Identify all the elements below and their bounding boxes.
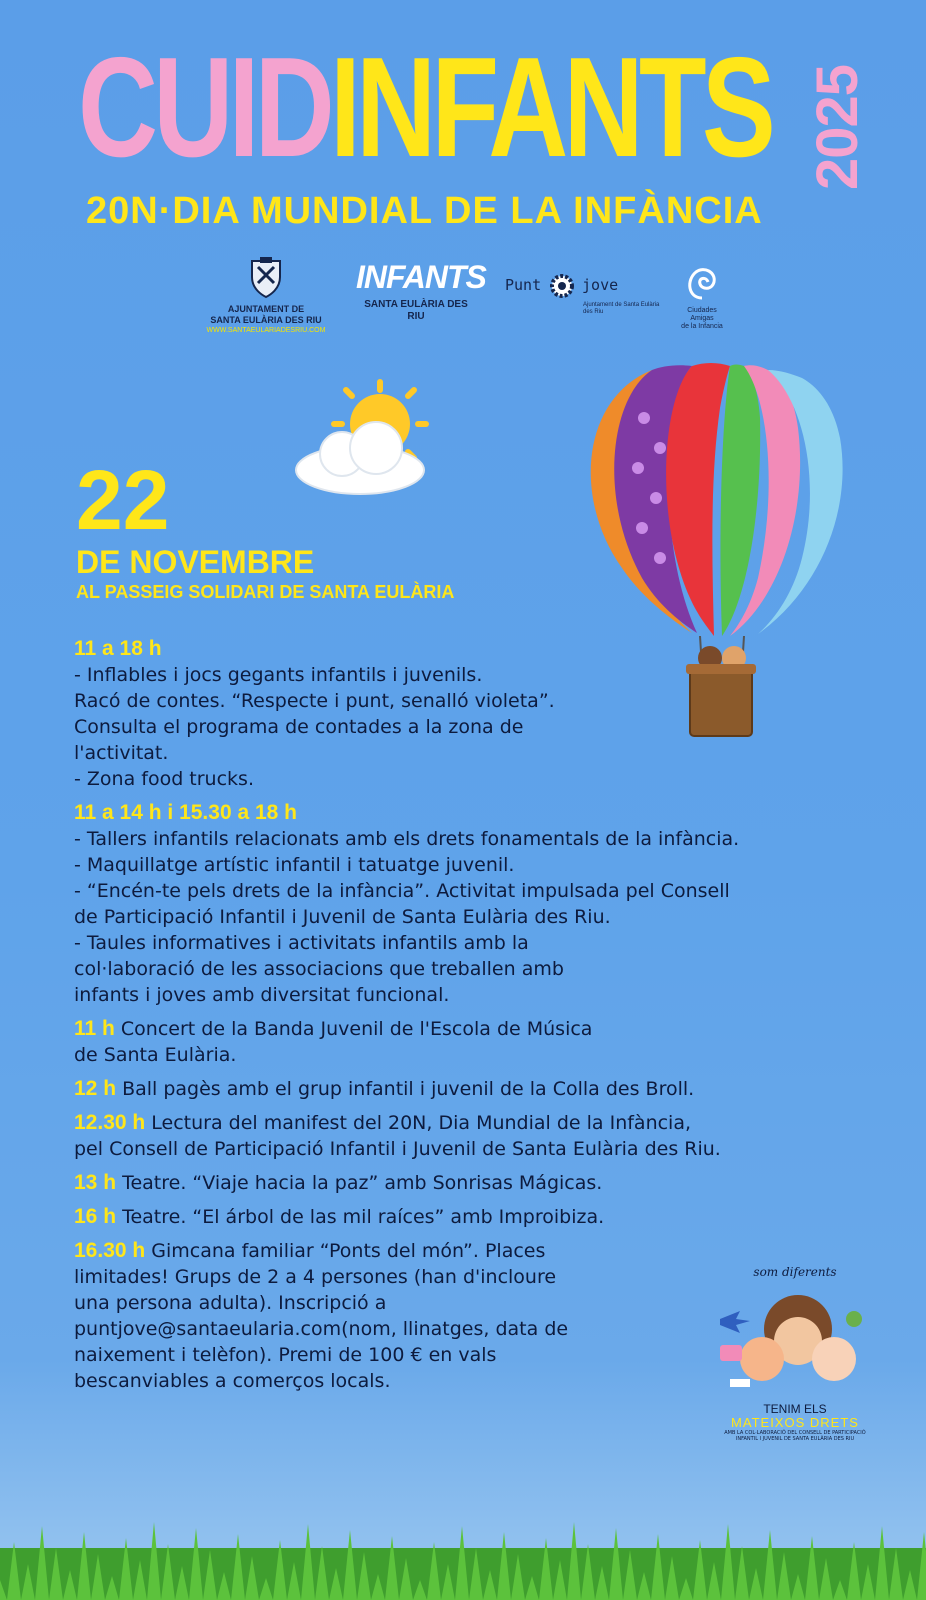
ajuntament-logo: AJUNTAMENT DE SANTA EULÀRIA DES RIU WWW.SANTAEULARIADESRIU.COM bbox=[196, 255, 336, 335]
children-faces-icon bbox=[700, 1279, 890, 1399]
spiral-icon bbox=[682, 260, 722, 302]
subtitle: 20N·DIA MUNDIAL DE LA INFÀNCIA bbox=[86, 190, 763, 232]
title-cuid: CUID bbox=[78, 28, 331, 187]
year-vertical: 2025 bbox=[805, 64, 870, 190]
program-item: 12 h Ball pagès amb el grup infantil i juvenil de la Colla des Broll. bbox=[74, 1077, 695, 1100]
program-item: 12.30 h Lectura del manifest del 20N, Dia Mundial de la Infància, pel Consell de Participació Infantil i Juvenil de Santa Eulària des Riu. bbox=[74, 1111, 721, 1160]
program-item: 16.30 h Gimcana familiar “Ponts del món”. Places limitades! Grups de 2 a 4 persones (han d'incloure una persona adulta). Inscripció a puntjove@santaeularia.com(nom, llinatges, data de naixement i telèfon). Premi de 100 € en vals bescanviables a comerços locals. bbox=[74, 1239, 569, 1392]
infants-logo: INFANTS SANTA EULÀRIA DES RIU bbox=[356, 259, 486, 322]
sun-cloud-icon bbox=[280, 378, 440, 508]
title-infants: INFANTS bbox=[330, 28, 772, 187]
ciudades-amigas-logo: Ciudades Amigas de la Infancia bbox=[672, 260, 732, 331]
event-place: AL PASSEIG SOLIDARI DE SANTA EULÀRIA bbox=[76, 582, 455, 602]
program-item: 11 a 14 h i 15.30 a 18 h - Tallers infantils relacionats amb els drets fonamentals de la infància. - Maquillatge artístic infantil i tatuatge juvenil. - “Encén-te pels drets de la infància”. Activitat impulsada pel Consell de Participació Infantil i Juvenil de Santa Eulària des Riu. - Taules informatives i activitats infantils amb la col·laboració de les associacions que treballen amb infants i joves amb diversitat funcional. bbox=[74, 801, 740, 1006]
punt-jove-logo: Punt jove Ajuntament de Santa Eulària des Riu bbox=[505, 270, 665, 316]
program-item: 16 h Teatre. “El árbol de las mil raíces” amb Improibiza. bbox=[74, 1205, 605, 1228]
event-day: 22 bbox=[76, 453, 170, 547]
rights-sticker: som diferents TENIM ELS MATEIXOS DRETS AMB LA COL·LABORACIÓ DEL CONSELL DE PARTICIPACIÓ INFANTIL I JUVENIL DE SANTA EULÀRIA DES RIU bbox=[700, 1265, 890, 1465]
program-item: 11 a 18 h - Inflables i jocs gegants infantils i juvenils. Racó de contes. “Respecte i punt, senalló violeta”. Consulta el programa de contades a la zona de l'activitat. - Zona food trucks. bbox=[74, 637, 555, 790]
program-item: 11 h Concert de la Banda Juvenil de l'Escola de Música de Santa Eulària. bbox=[74, 1017, 593, 1066]
event-month: DE NOVEMBRE bbox=[76, 544, 315, 580]
grass-decoration bbox=[0, 1488, 926, 1600]
poster-title bbox=[78, 28, 772, 187]
coat-of-arms-icon bbox=[246, 255, 286, 299]
sun-badge-icon bbox=[546, 270, 578, 302]
program-item: 13 h Teatre. “Viaje hacia la paz” amb Sonrisas Mágicas. bbox=[74, 1171, 603, 1194]
